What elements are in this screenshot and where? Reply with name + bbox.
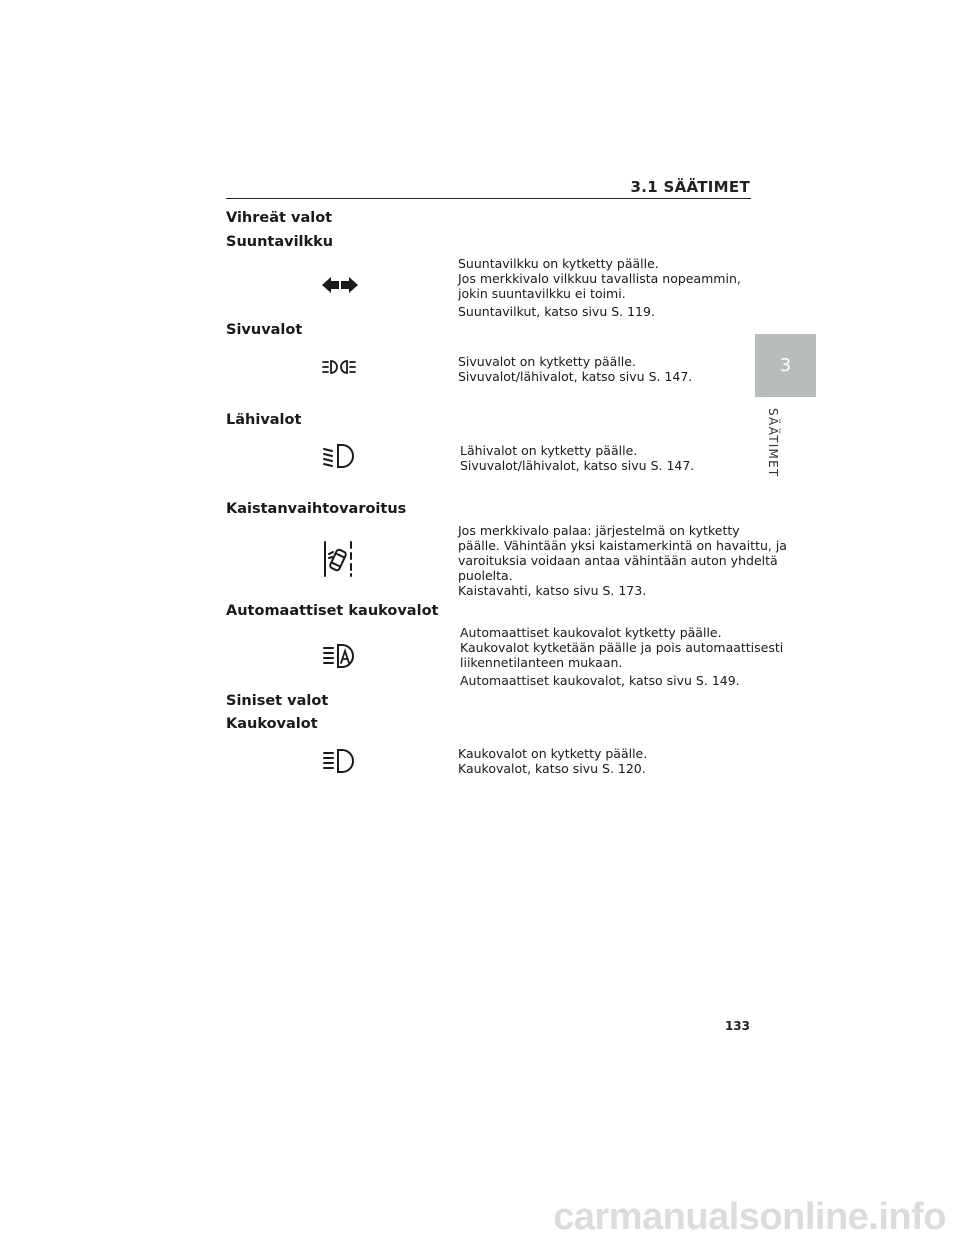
desc-reference: Kaukovalot, katso sivu S. 120. [458, 761, 646, 776]
chapter-label: SÄÄTIMET [766, 408, 780, 478]
desc-reference: Automaattiset kaukovalot, katso sivu S. 149. [460, 673, 740, 688]
item-desc-lane-change [458, 523, 787, 598]
auto-high-beam-icon [322, 642, 358, 670]
item-title-auto-high-beam: Automaattiset kaukovalot [226, 603, 439, 619]
item-desc-side-lights [458, 354, 692, 384]
desc-reference: Kaistavahti, katso sivu S. 173. [458, 583, 647, 598]
desc-line: Automaattiset kaukovalot kytketty päälle. [460, 625, 722, 640]
page-number: 133 [724, 1019, 750, 1033]
desc-reference: Sivuvalot/lähivalot, katso sivu S. 147. [460, 458, 695, 473]
item-desc-high-beam [458, 746, 647, 776]
desc-line: Jos merkkivalo palaa: järjestelmä on kytketty [458, 523, 740, 538]
turn-signal-icon [322, 276, 358, 294]
item-title-low-beam: Lähivalot [226, 412, 302, 428]
item-desc-low-beam [460, 443, 694, 473]
item-desc-auto-high-beam [460, 625, 783, 688]
side-lights-icon [322, 359, 356, 375]
desc-line: puolelta. [458, 568, 513, 583]
item-title-high-beam: Kaukovalot [226, 716, 318, 732]
desc-line: jokin suuntavilkku ei toimi. [458, 286, 626, 301]
high-beam-icon [322, 747, 358, 775]
desc-line: liikennetilanteen mukaan. [460, 655, 623, 670]
heading-green-lights: Vihreät valot [226, 210, 333, 226]
desc-line: Sivuvalot on kytketty päälle. [458, 354, 636, 369]
desc-reference: Sivuvalot/lähivalot, katso sivu S. 147. [458, 369, 693, 384]
desc-line: Jos merkkivalo vilkkuu tavallista nopeammin, [458, 271, 741, 286]
item-title-lane-change: Kaistanvaihtovaroitus [226, 501, 407, 517]
desc-line: Lähivalot on kytketty päälle. [460, 443, 638, 458]
low-beam-icon [322, 442, 358, 470]
item-title-side-lights: Sivuvalot [226, 322, 303, 338]
header-divider [226, 198, 751, 199]
desc-line: Kaukovalot kytketään päälle ja pois automaattisesti [460, 640, 784, 655]
watermark: carmanualsonline.info [553, 1196, 946, 1238]
section-title: 3.1 SÄÄTIMET [630, 178, 750, 196]
heading-blue-lights: Siniset valot [226, 693, 329, 709]
desc-line: Suuntavilkku on kytketty päälle. [458, 256, 659, 271]
desc-line: Kaukovalot on kytketty päälle. [458, 746, 648, 761]
lane-change-warning-icon [322, 540, 354, 578]
chapter-number: 3 [779, 355, 792, 376]
chapter-tab [755, 334, 816, 397]
desc-line: päälle. Vähintään yksi kaistamerkintä on havaittu, ja [458, 538, 787, 553]
desc-line: varoituksia voidaan antaa vähintään auton yhdeltä [458, 553, 778, 568]
item-desc-turn-signal [458, 256, 741, 319]
desc-reference: Suuntavilkut, katso sivu S. 119. [458, 304, 655, 319]
item-title-turn-signal: Suuntavilkku [226, 234, 334, 250]
